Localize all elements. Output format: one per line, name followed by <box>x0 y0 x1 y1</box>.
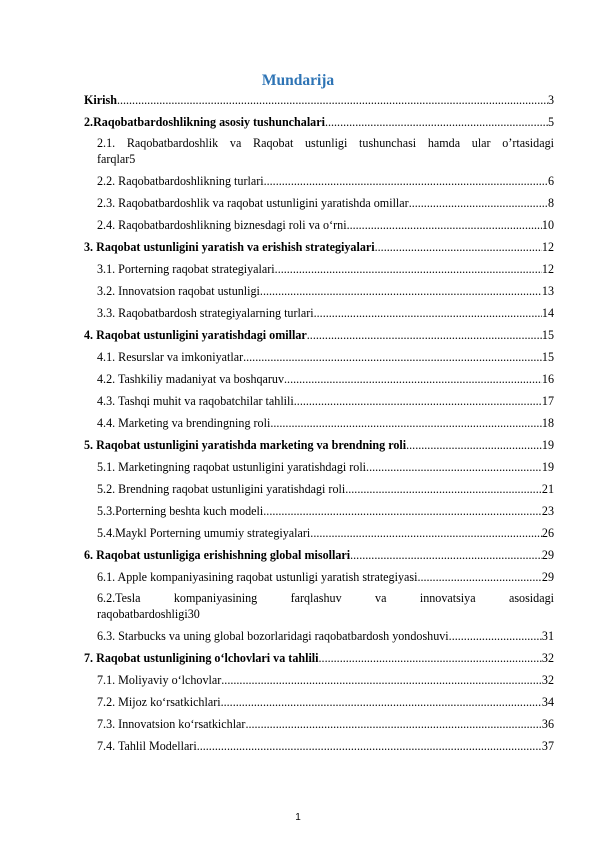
toc-section-entry[interactable] <box>84 365 554 387</box>
toc-leader-dots <box>366 459 542 475</box>
toc-section-entry[interactable] <box>84 167 554 189</box>
toc-entry-line2 <box>97 606 554 622</box>
toc-page-number: 10 <box>541 218 554 232</box>
toc-entry-text: 6.3. Starbucks va uning global bozorlaridagi raqobatbardosh yondoshuvi <box>97 629 449 643</box>
toc-page-number: 3 <box>547 93 554 107</box>
toc-chapter-entry[interactable] <box>84 233 554 255</box>
toc-leader-dots <box>264 173 548 189</box>
toc-page-number: 26 <box>541 526 554 540</box>
toc-entry-text: 7.1. Moliyaviy o‘lchovlar <box>97 673 222 687</box>
toc-section-entry[interactable] <box>84 211 554 233</box>
toc-page-number: 5 <box>547 115 554 129</box>
toc-entry-text: 4.1. Resurslar va imkoniyatlar <box>97 350 244 364</box>
toc-leader-dots <box>449 628 542 644</box>
toc-leader-dots <box>197 738 542 754</box>
toc-page-number: 6 <box>547 174 554 188</box>
toc-entry-text: 3.1. Porterning raqobat strategiyalari <box>97 262 275 276</box>
toc-leader-dots <box>294 393 542 409</box>
toc-entry-text: Kirish <box>84 93 117 107</box>
toc-chapter-entry[interactable] <box>84 431 554 453</box>
toc-entry-text: 4.3. Tashqi muhit va raqobatchilar tahlili <box>97 394 294 408</box>
toc-entry[interactable] <box>84 130 554 167</box>
toc-section-entry[interactable] <box>84 475 554 497</box>
toc-section-entry[interactable] <box>84 277 554 299</box>
toc-entry-text: 7. Raqobat ustunligining o‘lchovlari va tahlili <box>84 651 319 665</box>
toc-entry-text: 2.2. Raqobatbardoshlikning turlari <box>97 174 264 188</box>
toc-page-number: 34 <box>541 695 554 709</box>
toc-leader-dots <box>284 371 542 387</box>
toc-entry-text: 6. Raqobat ustunligiga erishishning global misollari <box>84 548 351 562</box>
toc-section-entry[interactable] <box>84 622 554 644</box>
toc-leader-dots <box>406 437 542 453</box>
toc-entry-text: 3.3. Raqobatbardosh strategiyalarning turlari <box>97 306 314 320</box>
toc-entry-text-line1: 6.2.Tesla kompaniyasining farqlashuv va innovatsiya asosidagi <box>97 591 554 605</box>
toc-entry-text: 2.4. Raqobatbardoshlikning biznesdagi roli va o‘rni <box>97 218 347 232</box>
toc-leader-dots <box>417 569 541 585</box>
toc-entry-text: 6.1. Apple kompaniyasining raqobat ustunligi yaratish strategiyasi <box>97 570 418 584</box>
toc-section-entry[interactable] <box>84 189 554 211</box>
toc-page-number: 13 <box>541 284 554 298</box>
toc-chapter-entry[interactable] <box>84 644 554 666</box>
toc-page-number: 31 <box>541 629 554 643</box>
toc-entry-text: 7.3. Innovatsion ko‘rsatkichlar <box>97 717 246 731</box>
toc-entry-text: 3. Raqobat ustunligini yaratish va erishish strategiyalari <box>84 240 375 254</box>
toc-section-entry[interactable] <box>84 688 554 710</box>
toc-entry-text: 2.3. Raqobatbardoshlik va raqobat ustunligini yaratishda omillar <box>97 196 409 210</box>
toc-entry-text: 5.3.Porterning beshta kuch modeli <box>97 504 264 518</box>
toc-page-number: 8 <box>547 196 554 210</box>
toc-entry-text: 5. Raqobat ustunligini yaratishda marketing va brendning roli <box>84 438 407 452</box>
toc-page-number: 30 <box>187 607 200 621</box>
toc-page-number: 5 <box>129 152 136 166</box>
toc-leader-dots <box>245 716 541 732</box>
toc-section-entry[interactable] <box>84 519 554 541</box>
toc-entry[interactable] <box>84 585 554 622</box>
toc-chapter-entry[interactable] <box>84 321 554 343</box>
toc-entry-text: 4. Raqobat ustunligini yaratishdagi omillar <box>84 328 307 342</box>
toc-page-number: 29 <box>541 548 554 562</box>
toc-leader-dots <box>314 305 542 321</box>
toc-page-number: 32 <box>541 651 554 665</box>
toc-entry-text: 2.Raqobatbardoshlikning asosiy tushunchalari <box>84 115 325 129</box>
toc-leader-dots <box>310 525 542 541</box>
toc-section-entry[interactable] <box>84 299 554 321</box>
toc-section-entry[interactable] <box>84 710 554 732</box>
toc-entry-line2 <box>97 151 554 167</box>
toc-entry-text: 4.2. Tashkiliy madaniyat va boshqaruv <box>97 372 285 386</box>
toc-leader-dots <box>260 283 542 299</box>
toc-section-entry[interactable] <box>84 497 554 519</box>
toc-page-number: 16 <box>541 372 554 386</box>
toc-chapter-entry[interactable] <box>84 541 554 563</box>
toc-page-number: 21 <box>541 482 554 496</box>
toc-page-number: 12 <box>541 262 554 276</box>
page-number: 1 <box>295 812 301 823</box>
toc-leader-dots <box>319 650 542 666</box>
toc-section-entry[interactable] <box>84 453 554 475</box>
toc-entry-text: 5.2. Brendning raqobat ustunligini yaratishdagi roli <box>97 482 346 496</box>
toc-chapter-entry[interactable] <box>84 108 554 130</box>
toc-page-number: 17 <box>541 394 554 408</box>
toc-page-number: 15 <box>541 350 554 364</box>
toc-leader-dots <box>345 481 542 497</box>
toc-leader-dots <box>221 672 542 688</box>
toc-leader-dots <box>375 239 542 255</box>
toc-leader-dots <box>275 261 542 277</box>
toc-leader-dots <box>263 503 542 519</box>
toc-page-number: 23 <box>541 504 554 518</box>
toc-page-number: 36 <box>541 717 554 731</box>
toc-title: Mundarija <box>261 72 335 89</box>
toc-page-number: 29 <box>541 570 554 584</box>
toc-entry-text: 5.1. Marketingning raqobat ustunligini yaratishdagi roli <box>97 460 367 474</box>
toc-section-entry[interactable] <box>84 343 554 365</box>
table-of-contents <box>84 90 554 754</box>
toc-entry-text-line2: raqobatbardoshligi <box>97 607 188 621</box>
toc-page-number: 37 <box>541 739 554 753</box>
toc-leader-dots <box>325 114 548 130</box>
toc-entry-text-line1: 2.1. Raqobatbardoshlik va Raqobat ustunligi tushunchasi hamda ular o’rtasidagi <box>97 136 554 150</box>
toc-entry-text: 4.4. Marketing va brendingning roli <box>97 416 271 430</box>
toc-entry-text: 3.2. Innovatsion raqobat ustunligi <box>97 284 260 298</box>
toc-section-entry[interactable] <box>84 732 554 754</box>
toc-page-number: 15 <box>541 328 554 342</box>
toc-page-number: 19 <box>541 460 554 474</box>
toc-leader-dots <box>409 195 548 211</box>
toc-page-number: 32 <box>541 673 554 687</box>
toc-leader-dots <box>350 547 542 563</box>
toc-section-entry[interactable] <box>84 255 554 277</box>
toc-section-entry[interactable] <box>84 666 554 688</box>
toc-page-number: 12 <box>541 240 554 254</box>
toc-page-number: 19 <box>541 438 554 452</box>
toc-entry-text: 5.4.Maykl Porterning umumiy strategiyalari <box>97 526 311 540</box>
toc-chapter-entry[interactable] <box>84 90 554 108</box>
toc-leader-dots <box>307 327 542 343</box>
toc-entry-text-line2: farqlar <box>97 152 130 166</box>
toc-leader-dots <box>243 349 542 365</box>
toc-section-entry[interactable] <box>84 563 554 585</box>
toc-page-number: 14 <box>541 306 554 320</box>
toc-page-number: 18 <box>541 416 554 430</box>
toc-leader-dots <box>270 415 542 431</box>
toc-entry-text: 7.4. Tahlil Modellari <box>97 739 197 753</box>
toc-section-entry[interactable] <box>84 387 554 409</box>
toc-leader-dots <box>347 217 542 233</box>
toc-leader-dots <box>221 694 542 710</box>
toc-entry-text: 7.2. Mijoz ko‘rsatkichlari <box>97 695 221 709</box>
toc-section-entry[interactable] <box>84 409 554 431</box>
toc-leader-dots <box>117 92 548 108</box>
